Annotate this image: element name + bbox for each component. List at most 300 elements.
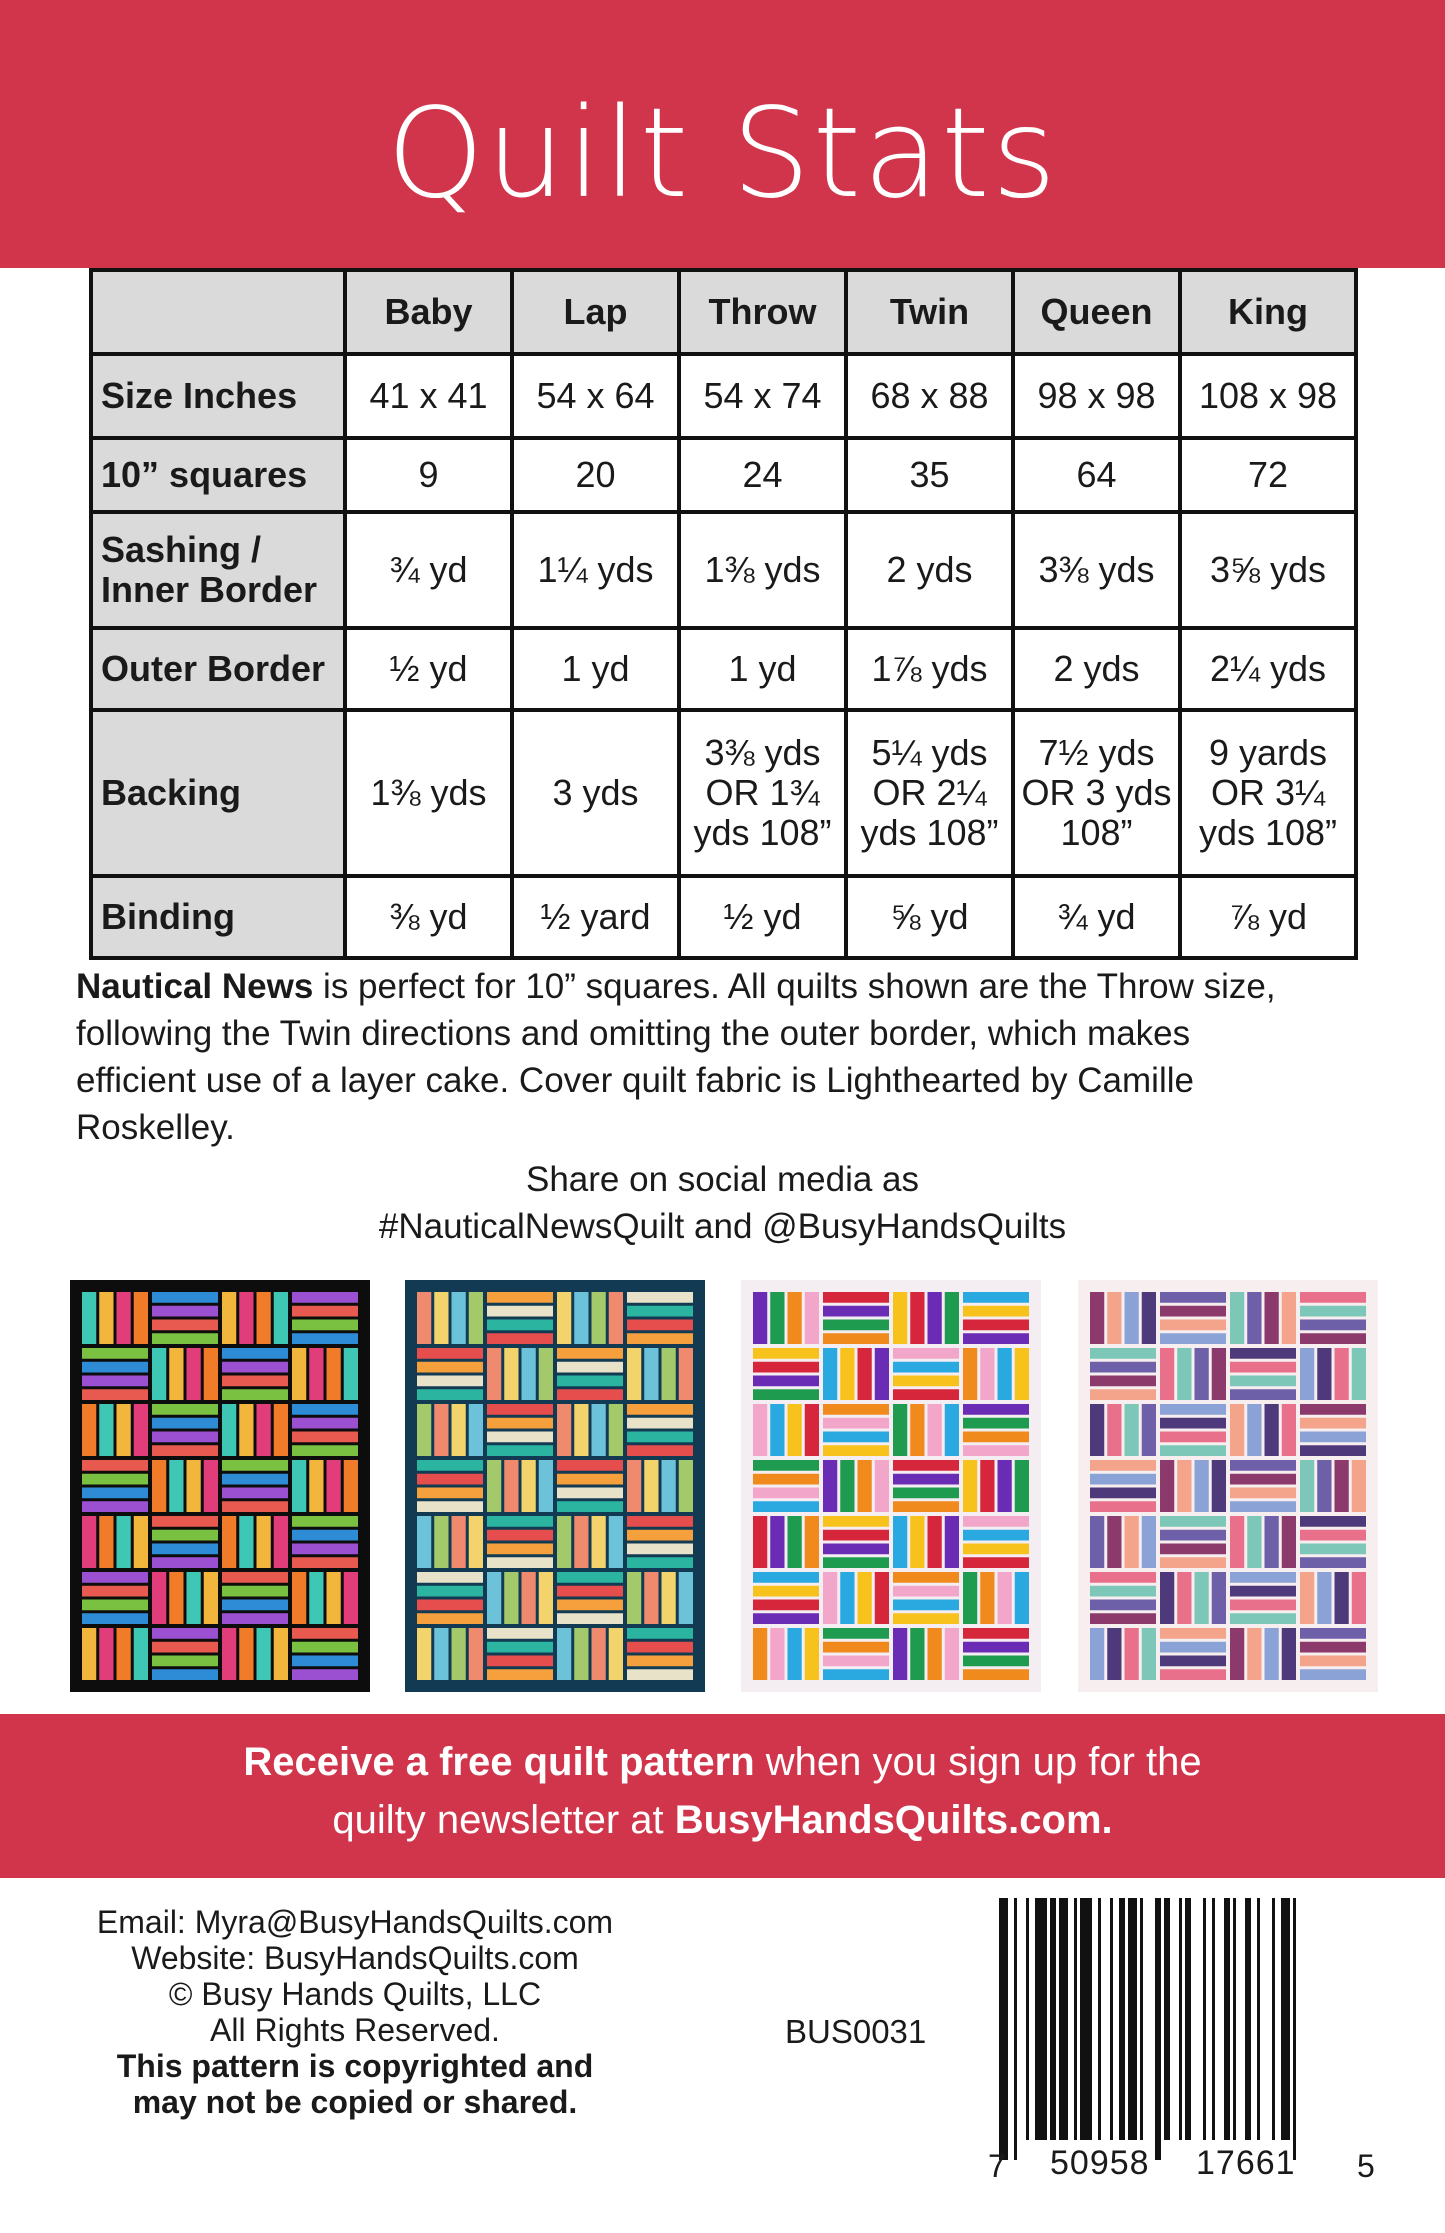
quilt-strip [945,1628,959,1680]
quilt-strip [1160,1460,1174,1512]
quilt-strip [417,1376,483,1387]
quilt-strip [627,1669,693,1680]
quilt-strip [592,1516,606,1568]
quilt-strip [169,1572,183,1624]
quilt-strip [1160,1320,1226,1331]
barcode-bar [1179,1898,1182,2140]
quilt-strip [469,1628,483,1680]
table-cell: 68 x 88 [846,354,1013,438]
quilt-strip [292,1572,306,1624]
quilt-strip [417,1488,483,1499]
barcode-bar [1203,1898,1206,2140]
quilt-strip [1300,1404,1366,1415]
quilt-strip [1090,1362,1156,1373]
quilt-strip [1160,1656,1226,1667]
quilt-strip [753,1474,819,1485]
quilt-strip [1125,1292,1139,1344]
quilt-strip [557,1516,571,1568]
quilt-strip [487,1418,553,1429]
column-header-throw: Throw [679,270,846,354]
quilt-strip [1160,1572,1174,1624]
quilt-strip [487,1669,553,1680]
quilt-strip [627,1530,693,1541]
quilt-strip [204,1572,218,1624]
quilt-strip [292,1333,358,1344]
quilt-strip [945,1292,959,1344]
quilt-strip [963,1320,1029,1331]
quilt-strip [117,1292,131,1344]
quilt-strip [344,1460,358,1512]
quilt-strip [557,1628,571,1680]
quilt-strip [292,1320,358,1331]
quilt-strip [823,1348,837,1400]
barcode-bar [1155,1898,1161,2160]
quilt-strip [1160,1445,1226,1456]
quilt-strip [1230,1600,1296,1611]
quilt-strip [788,1404,802,1456]
quilt-strip [980,1460,994,1512]
quilt-strip [893,1586,959,1597]
quilt-strip [222,1292,236,1344]
quilt-strip [1230,1292,1244,1344]
quilt-strip [292,1445,358,1456]
quilt-strip [1160,1530,1226,1541]
quilt-strip [1300,1544,1366,1555]
quilt-strip [1090,1501,1156,1512]
quilt-strip [1230,1613,1296,1624]
quilt-strip [753,1586,819,1597]
quilt-strip [893,1613,959,1624]
quilt-strip [82,1516,96,1568]
quilt-strip [82,1292,96,1344]
quilt-strip [557,1474,623,1485]
quilt-strip [292,1628,358,1639]
quilt-strip [893,1292,907,1344]
quilt-strip [644,1460,658,1512]
quilt-strip [99,1516,113,1568]
quilt-strip [627,1544,693,1555]
quilt-strip [1265,1404,1279,1456]
share-line-1: Share on social media as [526,1160,919,1199]
quilt-strip [1230,1501,1296,1512]
quilt-strip [152,1642,218,1653]
quilt-strip [117,1628,131,1680]
quilt-strip [963,1642,1029,1653]
quilt-strip [557,1292,571,1344]
quilt-strip [222,1572,288,1583]
quilt-strip [928,1404,942,1456]
barcode-group-1: 50958 [1050,2144,1150,2182]
quilt-strip [469,1292,483,1344]
quilt-strip [257,1516,271,1568]
quilt-strip [627,1418,693,1429]
table-cell: ⅞ yd [1180,876,1356,958]
table-cell: 1¼ yds [512,512,679,628]
quilt-strip [823,1333,889,1344]
quilt-strip [134,1404,148,1456]
quilt-strip [504,1460,518,1512]
quilt-strip [679,1572,693,1624]
table-cell: 3⅝ yds [1180,512,1356,628]
quilt-strip [1090,1600,1156,1611]
quilt-strip [169,1348,183,1400]
quilt-strip [152,1572,166,1624]
column-header-baby: Baby [345,270,512,354]
quilt-strip [417,1572,483,1583]
table-cell: 72 [1180,438,1356,512]
quilt-strip [893,1389,959,1400]
quilt-strip [1300,1656,1366,1667]
row-header-size: Size Inches [91,354,345,438]
quilt-strip [134,1516,148,1568]
contact-website[interactable]: Website: BusyHandsQuilts.com [131,1940,579,1976]
barcode-bar [1050,1898,1056,2140]
quilt-strip [434,1628,448,1680]
quilt-strip [557,1362,623,1373]
newsletter-line-2 [0,1798,1445,1843]
quilt-strip [1230,1488,1296,1499]
quilt-strip [823,1320,889,1331]
quilt-strip [1247,1292,1261,1344]
quilt-strip [823,1572,837,1624]
table-cell: 9 yards OR 3¼ yds 108” [1180,710,1356,876]
quilt-strip [1300,1669,1366,1680]
table-cell: 9 [345,438,512,512]
quilt-strip [1177,1460,1191,1512]
quilt-strip [627,1432,693,1443]
quilt-strip [1335,1348,1349,1400]
quilt-strip [487,1544,553,1555]
quilt-strip [487,1333,553,1344]
quilt-strip [222,1516,236,1568]
table-cell: 3 yds [512,710,679,876]
quilt-strip [452,1404,466,1456]
quilt-strip [222,1460,288,1471]
table-cell: 24 [679,438,846,512]
quilt-strip [627,1292,693,1303]
quilt-strip [823,1516,889,1527]
quilt-strip [823,1656,889,1667]
row-header-outer-border: Outer Border [91,628,345,710]
quilt-strip [753,1348,819,1359]
quilt-strip [292,1348,306,1400]
quilt-strip [1247,1516,1261,1568]
row-header-backing: Backing [91,710,345,876]
quilt-strip [557,1404,571,1456]
quilt-strip [487,1432,553,1443]
quilt-strip [1300,1333,1366,1344]
quilt-strip [753,1376,819,1387]
quilt-strip [222,1362,288,1373]
quilt-strip [292,1404,358,1415]
quilt-strip [327,1572,341,1624]
quilt-strip [152,1292,218,1303]
column-header-king: King [1180,270,1356,354]
quilt-strip [893,1474,959,1485]
quilt-strip [134,1628,148,1680]
quilt-strip [1230,1348,1296,1359]
quilt-strip [910,1292,924,1344]
quilt-strip [522,1348,536,1400]
quilt-strip [627,1306,693,1317]
quilt-strip [152,1320,218,1331]
quilt-strip [417,1404,431,1456]
quilt-strip [82,1362,148,1373]
quilt-strip [823,1628,889,1639]
quilt-strip [452,1516,466,1568]
quilt-strip [1160,1432,1226,1443]
quilt-strip [1142,1292,1156,1344]
quilt-strip [134,1292,148,1344]
quilt-strip [292,1432,358,1443]
quilt-strip [434,1516,448,1568]
quilt-strip [344,1348,358,1400]
quilt-strip [788,1516,802,1568]
quilt-strip [239,1404,253,1456]
quilt-strip [963,1557,1029,1568]
quilt-strip [627,1333,693,1344]
share-line-2: #NauticalNewsQuilt and @BusyHandsQuilts [378,1207,1067,1246]
barcode-bar [1212,1898,1215,2140]
barcode-bar [1074,1898,1077,2140]
quilt-strip [1195,1348,1209,1400]
quilt-strip [1107,1404,1121,1456]
quilt-strip [823,1669,889,1680]
quilt-strip [1090,1376,1156,1387]
quilt-strip [875,1460,889,1512]
quilt-strip [788,1628,802,1680]
quilt-strip [487,1292,553,1303]
quilt-strip [1090,1586,1156,1597]
quilt-strip [1300,1320,1366,1331]
copyright-notice-line-1: This pattern is copyrighted and [116,2048,594,2084]
quilt-strip [557,1460,623,1471]
quilt-strip [487,1530,553,1541]
quilt-strip [82,1586,148,1597]
quilt-strip [1230,1460,1296,1471]
newsletter-band [0,1714,1445,1878]
quilt-strip [1090,1474,1156,1485]
quilt-strip [417,1600,483,1611]
quilt-strip [1160,1557,1226,1568]
table-cell: 35 [846,438,1013,512]
quilt-strip [1160,1516,1226,1527]
quilt-strip [823,1306,889,1317]
quilt-strip [1142,1516,1156,1568]
table-cell: ⅜ yd [345,876,512,958]
quilt-strip [204,1460,218,1512]
quilt-strip [1090,1389,1156,1400]
quilt-strip [753,1516,767,1568]
newsletter-line-1 [0,1740,1445,1785]
quilt-strip [417,1516,431,1568]
quilt-strip [823,1460,837,1512]
quilt-strip [557,1586,623,1597]
quilt-strip [963,1530,1029,1541]
quilt-strip [998,1460,1012,1512]
quilt-strip [1177,1572,1191,1624]
barcode-bar [1080,1898,1092,2140]
quilt-strip [627,1557,693,1568]
quilt-strip [1300,1642,1366,1653]
quilt-strip [1300,1460,1314,1512]
description-text: is perfect for 10” squares. All quilts shown are the Throw size, [313,967,1276,1006]
quilt-strip [417,1613,483,1624]
quilt-strip [963,1404,1029,1415]
quilt-strip [152,1333,218,1344]
barcode-bar [1245,1898,1251,2140]
barcode-bar [1014,1898,1017,2160]
barcode-bar [1119,1898,1125,2140]
quilt-strip [823,1445,889,1456]
copyright-notice-line-2: may not be copied or shared. [132,2084,578,2120]
quilt-strip [187,1348,201,1400]
quilt-strip [1160,1544,1226,1555]
quilt-strip [840,1460,854,1512]
quilt-strip [239,1628,253,1680]
quilt-strip [823,1642,889,1653]
quilt-strip [963,1333,1029,1344]
quilt-strip [1212,1572,1226,1624]
quilt-strip [823,1292,889,1303]
quilt-strip [1247,1628,1261,1680]
barcode-bar [1140,1898,1143,2140]
quilt-strip [292,1544,358,1555]
quilt-strip [1230,1474,1296,1485]
quilt-strip [1300,1572,1314,1624]
quilt-strip [627,1642,693,1653]
quilt-strip [417,1628,431,1680]
quilt-strip [893,1572,959,1583]
quilt-strip [1160,1292,1226,1303]
quilt-strip [469,1516,483,1568]
table-cell: 54 x 64 [512,354,679,438]
quilt-strip [82,1460,148,1471]
quilt-strip [1125,1516,1139,1568]
quilt-strip [823,1418,889,1429]
quilt-strip [893,1362,959,1373]
quilt-strip [327,1348,341,1400]
quilt-strip [627,1656,693,1667]
quilt-strip [1265,1516,1279,1568]
quilt-strip [893,1628,907,1680]
quilt-strip [875,1348,889,1400]
quilt-strip [292,1557,358,1568]
quilt-strip [417,1460,483,1471]
quilt-strip [274,1404,288,1456]
table-cell: 3⅜ yds OR 1¾ yds 108” [679,710,846,876]
quilt-strip [522,1460,536,1512]
quilt-strip [82,1501,148,1512]
quilt-strip [1160,1418,1226,1429]
quilt-strip [963,1445,1029,1456]
quilt-strip [574,1404,588,1456]
table-cell: 1 yd [679,628,846,710]
quilt-strip [99,1292,113,1344]
quilt-strip [609,1516,623,1568]
quilt-strip [963,1460,977,1512]
table-cell: 54 x 74 [679,354,846,438]
quilt-strip [823,1557,889,1568]
quilt-strip [1265,1628,1279,1680]
contact-email[interactable]: Email: Myra@BusyHandsQuilts.com [96,1904,614,1940]
quilt-strip [434,1404,448,1456]
quilt-strip [1212,1348,1226,1400]
quilt-strip [292,1418,358,1429]
quilt-strip [222,1600,288,1611]
table-cell: ⅝ yd [846,876,1013,958]
quilt-strip [1300,1418,1366,1429]
quilt-strip [963,1348,977,1400]
quilt-strip [292,1292,358,1303]
quilt-strip [945,1516,959,1568]
table-row-sashing [91,512,1356,628]
quilt-strip [222,1376,288,1387]
quilt-strip [910,1628,924,1680]
quilt-strip [627,1460,641,1512]
quilt-strip [1247,1404,1261,1456]
barcode-bar [1257,1898,1260,2140]
quilt-strip [257,1404,271,1456]
quilt-strip [152,1656,218,1667]
quilt-strip [1300,1516,1366,1527]
quilt-strip [753,1600,819,1611]
quilt-strip [292,1669,358,1680]
quilt-strip [574,1292,588,1344]
quilt-strip [309,1572,323,1624]
quilt-strip [858,1348,872,1400]
quilt-strip [169,1460,183,1512]
pattern-description [76,963,1376,1151]
description-line: following the Twin directions and omitting the outer border, which makes [76,1014,1191,1053]
quilt-strip [1230,1376,1296,1387]
column-header-queen: Queen [1013,270,1180,354]
website-link[interactable]: BusyHandsQuilts.com. [674,1798,1113,1842]
quilt-strip [893,1516,907,1568]
quilt-strip [1300,1530,1366,1541]
quilt-strip [1230,1628,1244,1680]
table-corner-cell [91,270,345,354]
quilt-strip [557,1501,623,1512]
quilt-strip [1335,1460,1349,1512]
quilt-strip [487,1445,553,1456]
quilt-strip [539,1348,553,1400]
quilt-strip [487,1306,553,1317]
quilt-strip [1107,1292,1121,1344]
quilt-strip [152,1418,218,1429]
quilt-strip [417,1292,431,1344]
rainbow-quilt-image [741,1280,1041,1692]
quilt-strip [893,1501,959,1512]
row-header-squares: 10” squares [91,438,345,512]
newsletter-highlight: Receive a free quilt pattern [243,1740,755,1784]
quilt-strip [1300,1348,1314,1400]
barcode-bar [1233,1898,1236,2140]
quilt-strip [152,1348,166,1400]
quilt-strip [222,1613,288,1624]
quilt-strip [963,1432,1029,1443]
quilt-strip [928,1516,942,1568]
quilt-strip [609,1628,623,1680]
barcode-bar [1059,1898,1068,2140]
quilt-strip [187,1460,201,1512]
quilt-strip [82,1376,148,1387]
quilt-strip [679,1460,693,1512]
quilt-strip [1352,1348,1366,1400]
quilt-strip [662,1348,676,1400]
quilt-strip [893,1348,959,1359]
table-cell: 2 yds [846,512,1013,628]
